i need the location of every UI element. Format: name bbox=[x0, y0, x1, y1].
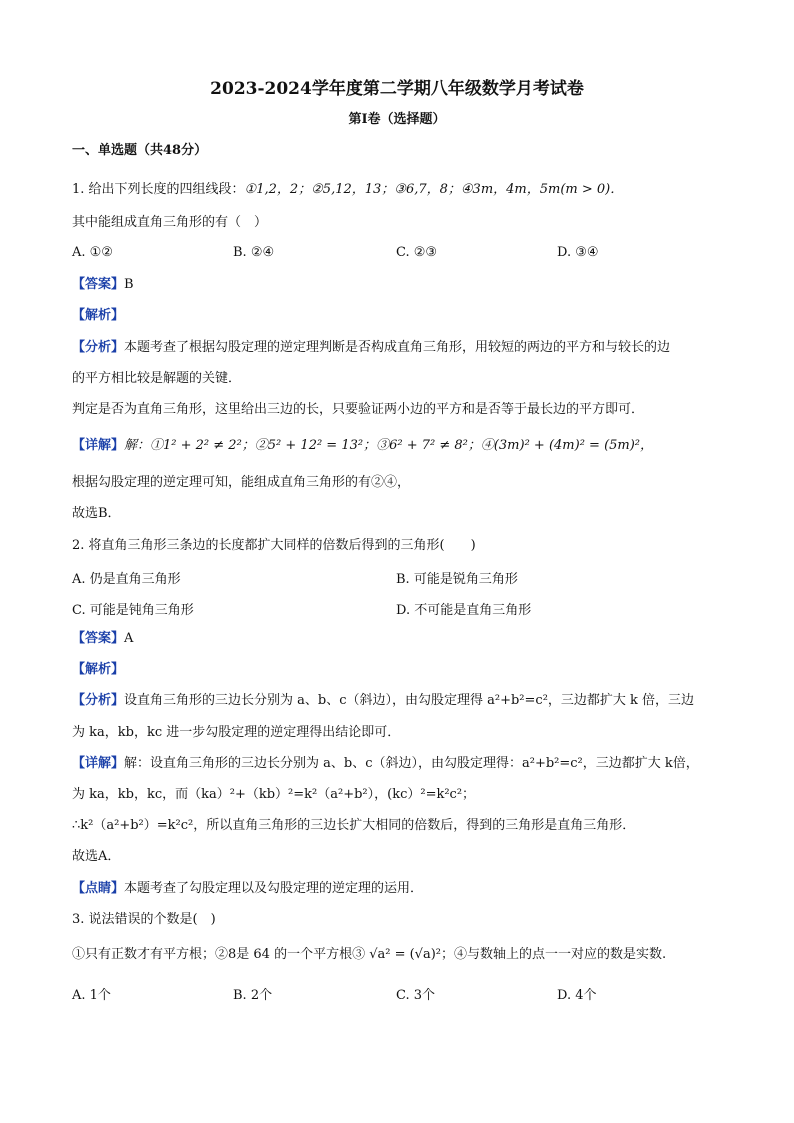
q3-option-b[interactable]: B. 2个 bbox=[233, 988, 273, 1003]
q1-detail-text2: 根据勾股定理的逆定理可知，能组成直角三角形的有②④， bbox=[72, 475, 411, 490]
q2-fenxi-text: 设直角三角形的三边长分别为 a、b、c（斜边），由勾股定理得 a²+b²=c²，三边都扩大 k 倍，三边 bbox=[124, 693, 695, 708]
q1-answer-tag: 【答案】 bbox=[72, 277, 125, 292]
q2-option-a[interactable]: A. 仍是直角三角形 bbox=[72, 572, 181, 587]
q1-detail-text: 解：①1² + 2² ≠ 2²；②5² + 12² = 13²；③6² + 7² ≠ 8²；④(3m)² + (4m)² = (5m)²， bbox=[124, 438, 654, 453]
q1-option-d[interactable]: D. ③④ bbox=[557, 245, 599, 260]
q2-answer-line bbox=[72, 630, 133, 648]
q1-stem bbox=[72, 181, 623, 199]
q1-option-b[interactable]: B. ②④ bbox=[233, 245, 275, 260]
q2-detail-text2: 为 ka，kb，kc，而（ka）²+（kb）²=k²（a²+b²），(kc）²=k²c²； bbox=[72, 787, 476, 802]
q1-fenxi-text2: 的平方相比较是解题的关键． bbox=[72, 371, 242, 386]
q3-body: ①只有正数才有平方根；②8是 64 的一个平方根③ √a² = (√a)²；④与数轴上的点一一对应的数是实数. bbox=[72, 947, 667, 962]
q2-fenxi-tag: 【分析】 bbox=[72, 693, 125, 708]
q1-fenxi-tag: 【分析】 bbox=[72, 340, 125, 355]
q3-stem: 3. 说法错误的个数是( ) bbox=[72, 912, 216, 927]
q2-detail-tag: 【详解】 bbox=[72, 756, 125, 771]
q2-answer: A bbox=[124, 631, 134, 646]
q1-option-c[interactable]: C. ②③ bbox=[396, 245, 438, 260]
q1-fenxi-line bbox=[72, 339, 670, 357]
q2-dianjing-tag: 【点睛】 bbox=[72, 881, 125, 896]
q1-analysis-tag: 【解析】 bbox=[72, 308, 125, 323]
q1-stem-line2: 其中能组成直角三角形的有（ ） bbox=[72, 215, 268, 230]
q3-option-c[interactable]: C. 3个 bbox=[396, 988, 436, 1003]
q1-fenxi-text3: 判定是否为直角三角形，这里给出三边的长，只要验证两小边的平方和是否等于最长边的平方即可． bbox=[72, 402, 645, 417]
q1-conclusion: 故选B． bbox=[72, 506, 121, 521]
q1-answer-line bbox=[72, 276, 134, 294]
q2-detail-text3: ∴k²（a²+b²）=k²c²，所以直角三角形的三边长扩大相同的倍数后，得到的三角形是直角三角形． bbox=[72, 818, 636, 833]
page-title: 2023-2024学年度第二学期八年级数学月考试卷 bbox=[210, 79, 584, 99]
q2-conclusion: 故选A． bbox=[72, 849, 121, 864]
q2-fenxi-line bbox=[72, 692, 694, 710]
q1-detail-tag: 【详解】 bbox=[72, 438, 125, 453]
q1-option-a[interactable]: A. ①② bbox=[72, 245, 113, 260]
q2-dianjing-text: 本题考查了勾股定理以及勾股定理的逆定理的运用． bbox=[124, 881, 424, 896]
q1-stem-prefix: 1. 给出下列长度的四组线段： bbox=[72, 182, 245, 197]
q2-detail-text: 解：设直角三角形的三边长分别为 a、b、c（斜边），由勾股定理得：a²+b²=c²，三边都扩大 k倍， bbox=[124, 756, 699, 771]
q1-answer: B bbox=[124, 277, 134, 292]
q2-detail-line bbox=[72, 755, 699, 773]
q2-stem: 2. 将直角三角形三条边的长度都扩大同样的倍数后得到的三角形( ) bbox=[72, 538, 476, 553]
q2-option-d[interactable]: D. 不可能是直角三角形 bbox=[396, 603, 532, 618]
q3-option-a[interactable]: A. 1个 bbox=[72, 988, 111, 1003]
q2-option-c[interactable]: C. 可能是钝角三角形 bbox=[72, 603, 194, 618]
section-heading: 一、单选题（共48分） bbox=[72, 143, 208, 158]
q2-dianjing-line bbox=[72, 880, 423, 898]
q3-option-d[interactable]: D. 4个 bbox=[557, 988, 597, 1003]
q1-detail-line bbox=[72, 437, 653, 455]
q2-option-b[interactable]: B. 可能是锐角三角形 bbox=[396, 572, 518, 587]
q2-analysis-tag: 【解析】 bbox=[72, 662, 125, 677]
q1-stem-groups: ①1,2，2；②5,12，13；③6,7，8；④3m，4m，5m(m > 0)． bbox=[244, 182, 624, 197]
q1-fenxi-text: 本题考查了根据勾股定理的逆定理判断是否构成直角三角形，用较短的两边的平方和与较长的边 bbox=[124, 340, 671, 355]
page-subtitle: 第I卷（选择题） bbox=[348, 112, 446, 127]
q2-answer-tag: 【答案】 bbox=[72, 631, 125, 646]
q2-fenxi-text2: 为 ka，kb，kc 进一步勾股定理的逆定理得出结论即可． bbox=[72, 725, 401, 740]
